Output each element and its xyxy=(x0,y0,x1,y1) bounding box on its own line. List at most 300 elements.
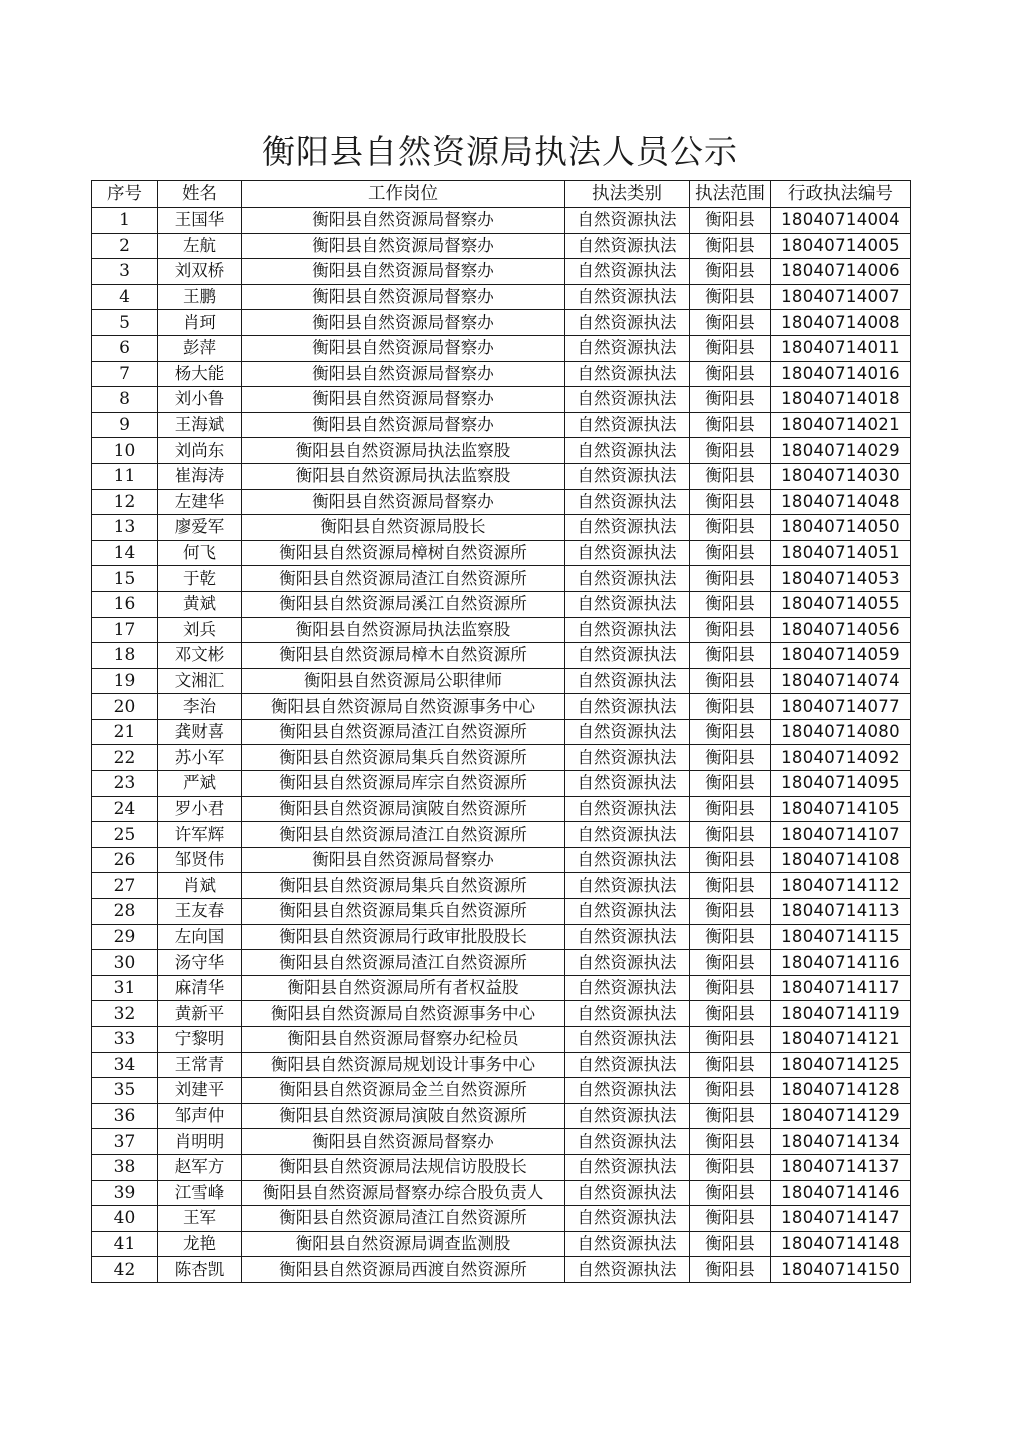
cell-scope: 衡阳县 xyxy=(690,387,771,413)
cell-scope: 衡阳县 xyxy=(690,463,771,489)
cell-name: 刘双桥 xyxy=(158,259,242,285)
cell-enforcement-id: 18040714112 xyxy=(771,873,911,899)
cell-scope: 衡阳县 xyxy=(690,771,771,797)
cell-name: 王军 xyxy=(158,1206,242,1232)
cell-scope: 衡阳县 xyxy=(690,566,771,592)
table-row xyxy=(92,822,911,848)
cell-name: 刘小鲁 xyxy=(158,387,242,413)
cell-seq: 8 xyxy=(92,387,158,413)
cell-enforcement-id: 18040714029 xyxy=(771,438,911,464)
table-row xyxy=(92,975,911,1001)
cell-enforcement-id: 18040714117 xyxy=(771,975,911,1001)
table-row xyxy=(92,950,911,976)
cell-seq: 22 xyxy=(92,745,158,771)
cell-scope: 衡阳县 xyxy=(690,873,771,899)
cell-scope: 衡阳县 xyxy=(690,822,771,848)
cell-post: 衡阳县自然资源局督察办 xyxy=(242,208,565,234)
cell-seq: 28 xyxy=(92,899,158,925)
column-header-seq: 序号 xyxy=(92,181,158,208)
cell-scope: 衡阳县 xyxy=(690,1078,771,1104)
cell-post: 衡阳县自然资源局督察办 xyxy=(242,310,565,336)
cell-scope: 衡阳县 xyxy=(690,1231,771,1257)
cell-seq: 26 xyxy=(92,847,158,873)
cell-post: 衡阳县自然资源局金兰自然资源所 xyxy=(242,1078,565,1104)
cell-post: 衡阳县自然资源局西渡自然资源所 xyxy=(242,1257,565,1283)
cell-seq: 27 xyxy=(92,873,158,899)
cell-name: 龚财喜 xyxy=(158,719,242,745)
cell-scope: 衡阳县 xyxy=(690,591,771,617)
cell-enforcement-id: 18040714050 xyxy=(771,515,911,541)
cell-category: 自然资源执法 xyxy=(565,463,690,489)
cell-seq: 32 xyxy=(92,1001,158,1027)
cell-name: 陈杏凯 xyxy=(158,1257,242,1283)
cell-post: 衡阳县自然资源局法规信访股股长 xyxy=(242,1154,565,1180)
table-row xyxy=(92,438,911,464)
table-row xyxy=(92,259,911,285)
cell-seq: 40 xyxy=(92,1206,158,1232)
table-row xyxy=(92,745,911,771)
cell-enforcement-id: 18040714108 xyxy=(771,847,911,873)
cell-enforcement-id: 18040714055 xyxy=(771,591,911,617)
cell-name: 肖斌 xyxy=(158,873,242,899)
cell-enforcement-id: 18040714005 xyxy=(771,233,911,259)
cell-seq: 34 xyxy=(92,1052,158,1078)
cell-name: 文湘汇 xyxy=(158,668,242,694)
cell-category: 自然资源执法 xyxy=(565,975,690,1001)
cell-post: 衡阳县自然资源局库宗自然资源所 xyxy=(242,771,565,797)
cell-category: 自然资源执法 xyxy=(565,643,690,669)
cell-scope: 衡阳县 xyxy=(690,1103,771,1129)
cell-category: 自然资源执法 xyxy=(565,310,690,336)
cell-category: 自然资源执法 xyxy=(565,1154,690,1180)
cell-name: 宁黎明 xyxy=(158,1027,242,1053)
cell-name: 王海斌 xyxy=(158,412,242,438)
table-row xyxy=(92,387,911,413)
cell-enforcement-id: 18040714053 xyxy=(771,566,911,592)
cell-scope: 衡阳县 xyxy=(690,694,771,720)
table-header-row xyxy=(92,181,911,208)
cell-enforcement-id: 18040714115 xyxy=(771,924,911,950)
cell-name: 麻清华 xyxy=(158,975,242,1001)
cell-seq: 16 xyxy=(92,591,158,617)
cell-post: 衡阳县自然资源局行政审批股股长 xyxy=(242,924,565,950)
cell-name: 王友春 xyxy=(158,899,242,925)
cell-category: 自然资源执法 xyxy=(565,822,690,848)
cell-enforcement-id: 18040714018 xyxy=(771,387,911,413)
cell-category: 自然资源执法 xyxy=(565,1027,690,1053)
cell-enforcement-id: 18040714092 xyxy=(771,745,911,771)
cell-enforcement-id: 18040714125 xyxy=(771,1052,911,1078)
cell-name: 江雪峰 xyxy=(158,1180,242,1206)
cell-name: 彭萍 xyxy=(158,335,242,361)
cell-post: 衡阳县自然资源局督察办 xyxy=(242,284,565,310)
cell-category: 自然资源执法 xyxy=(565,208,690,234)
cell-post: 衡阳县自然资源局自然资源事务中心 xyxy=(242,1001,565,1027)
cell-category: 自然资源执法 xyxy=(565,950,690,976)
cell-category: 自然资源执法 xyxy=(565,489,690,515)
cell-scope: 衡阳县 xyxy=(690,1129,771,1155)
cell-name: 许军辉 xyxy=(158,822,242,848)
cell-seq: 14 xyxy=(92,540,158,566)
cell-post: 衡阳县自然资源局所有者权益股 xyxy=(242,975,565,1001)
cell-name: 王常青 xyxy=(158,1052,242,1078)
cell-category: 自然资源执法 xyxy=(565,1078,690,1104)
cell-category: 自然资源执法 xyxy=(565,540,690,566)
cell-category: 自然资源执法 xyxy=(565,1206,690,1232)
cell-scope: 衡阳县 xyxy=(690,719,771,745)
cell-scope: 衡阳县 xyxy=(690,489,771,515)
cell-seq: 19 xyxy=(92,668,158,694)
cell-name: 黄新平 xyxy=(158,1001,242,1027)
cell-scope: 衡阳县 xyxy=(690,438,771,464)
cell-scope: 衡阳县 xyxy=(690,284,771,310)
cell-scope: 衡阳县 xyxy=(690,643,771,669)
table-row xyxy=(92,1206,911,1232)
table-row xyxy=(92,335,911,361)
cell-seq: 39 xyxy=(92,1180,158,1206)
cell-post: 衡阳县自然资源局演陂自然资源所 xyxy=(242,796,565,822)
cell-enforcement-id: 18040714129 xyxy=(771,1103,911,1129)
table-row xyxy=(92,1078,911,1104)
cell-enforcement-id: 18040714095 xyxy=(771,771,911,797)
table-row xyxy=(92,771,911,797)
cell-post: 衡阳县自然资源局股长 xyxy=(242,515,565,541)
cell-post: 衡阳县自然资源局自然资源事务中心 xyxy=(242,694,565,720)
cell-category: 自然资源执法 xyxy=(565,1231,690,1257)
cell-enforcement-id: 18040714048 xyxy=(771,489,911,515)
cell-post: 衡阳县自然资源局集兵自然资源所 xyxy=(242,873,565,899)
cell-seq: 23 xyxy=(92,771,158,797)
cell-scope: 衡阳县 xyxy=(690,899,771,925)
table-row xyxy=(92,489,911,515)
cell-seq: 42 xyxy=(92,1257,158,1283)
table-row xyxy=(92,847,911,873)
column-header-post: 工作岗位 xyxy=(242,181,565,208)
cell-category: 自然资源执法 xyxy=(565,1180,690,1206)
cell-post: 衡阳县自然资源局规划设计事务中心 xyxy=(242,1052,565,1078)
table-row xyxy=(92,1001,911,1027)
cell-category: 自然资源执法 xyxy=(565,694,690,720)
cell-enforcement-id: 18040714146 xyxy=(771,1180,911,1206)
table-row xyxy=(92,899,911,925)
table-row xyxy=(92,463,911,489)
cell-scope: 衡阳县 xyxy=(690,847,771,873)
cell-enforcement-id: 18040714008 xyxy=(771,310,911,336)
cell-enforcement-id: 18040714105 xyxy=(771,796,911,822)
table-row xyxy=(92,873,911,899)
column-header-scope: 执法范围 xyxy=(690,181,771,208)
column-header-category: 执法类别 xyxy=(565,181,690,208)
cell-name: 汤守华 xyxy=(158,950,242,976)
cell-scope: 衡阳县 xyxy=(690,1027,771,1053)
table-row xyxy=(92,1129,911,1155)
cell-name: 左建华 xyxy=(158,489,242,515)
cell-enforcement-id: 18040714147 xyxy=(771,1206,911,1232)
cell-scope: 衡阳县 xyxy=(690,1052,771,1078)
cell-post: 衡阳县自然资源局督察办 xyxy=(242,489,565,515)
cell-seq: 2 xyxy=(92,233,158,259)
cell-category: 自然资源执法 xyxy=(565,412,690,438)
table-row xyxy=(92,694,911,720)
cell-post: 衡阳县自然资源局樟树自然资源所 xyxy=(242,540,565,566)
cell-post: 衡阳县自然资源局渣江自然资源所 xyxy=(242,1206,565,1232)
cell-scope: 衡阳县 xyxy=(690,515,771,541)
cell-post: 衡阳县自然资源局执法监察股 xyxy=(242,463,565,489)
cell-category: 自然资源执法 xyxy=(565,924,690,950)
cell-scope: 衡阳县 xyxy=(690,412,771,438)
cell-name: 崔海涛 xyxy=(158,463,242,489)
table-row xyxy=(92,924,911,950)
cell-scope: 衡阳县 xyxy=(690,950,771,976)
cell-category: 自然资源执法 xyxy=(565,438,690,464)
cell-scope: 衡阳县 xyxy=(690,796,771,822)
cell-enforcement-id: 18040714056 xyxy=(771,617,911,643)
cell-name: 龙艳 xyxy=(158,1231,242,1257)
cell-seq: 30 xyxy=(92,950,158,976)
table-row xyxy=(92,1257,911,1283)
cell-seq: 17 xyxy=(92,617,158,643)
cell-name: 刘建平 xyxy=(158,1078,242,1104)
table-row xyxy=(92,284,911,310)
cell-scope: 衡阳县 xyxy=(690,1154,771,1180)
cell-seq: 12 xyxy=(92,489,158,515)
table-row xyxy=(92,617,911,643)
cell-seq: 21 xyxy=(92,719,158,745)
cell-name: 刘尚东 xyxy=(158,438,242,464)
cell-post: 衡阳县自然资源局溪江自然资源所 xyxy=(242,591,565,617)
cell-seq: 13 xyxy=(92,515,158,541)
cell-post: 衡阳县自然资源局渣江自然资源所 xyxy=(242,719,565,745)
cell-name: 肖明明 xyxy=(158,1129,242,1155)
cell-enforcement-id: 18040714051 xyxy=(771,540,911,566)
cell-post: 衡阳县自然资源局督察办 xyxy=(242,335,565,361)
cell-enforcement-id: 18040714006 xyxy=(771,259,911,285)
cell-scope: 衡阳县 xyxy=(690,1180,771,1206)
cell-category: 自然资源执法 xyxy=(565,259,690,285)
table-row xyxy=(92,1027,911,1053)
table-row xyxy=(92,412,911,438)
cell-category: 自然资源执法 xyxy=(565,1001,690,1027)
cell-post: 衡阳县自然资源局集兵自然资源所 xyxy=(242,899,565,925)
cell-category: 自然资源执法 xyxy=(565,1257,690,1283)
cell-name: 王鹏 xyxy=(158,284,242,310)
cell-category: 自然资源执法 xyxy=(565,873,690,899)
cell-name: 于乾 xyxy=(158,566,242,592)
cell-enforcement-id: 18040714116 xyxy=(771,950,911,976)
cell-category: 自然资源执法 xyxy=(565,1129,690,1155)
cell-category: 自然资源执法 xyxy=(565,387,690,413)
cell-category: 自然资源执法 xyxy=(565,899,690,925)
cell-seq: 37 xyxy=(92,1129,158,1155)
cell-name: 李治 xyxy=(158,694,242,720)
cell-seq: 9 xyxy=(92,412,158,438)
cell-scope: 衡阳县 xyxy=(690,975,771,1001)
table-row xyxy=(92,719,911,745)
cell-seq: 25 xyxy=(92,822,158,848)
cell-post: 衡阳县自然资源局督察办综合股负责人 xyxy=(242,1180,565,1206)
cell-post: 衡阳县自然资源局督察办 xyxy=(242,1129,565,1155)
cell-enforcement-id: 18040714016 xyxy=(771,361,911,387)
column-header-id: 行政执法编号 xyxy=(771,181,911,208)
column-header-name: 姓名 xyxy=(158,181,242,208)
cell-enforcement-id: 18040714021 xyxy=(771,412,911,438)
cell-seq: 5 xyxy=(92,310,158,336)
cell-enforcement-id: 18040714011 xyxy=(771,335,911,361)
cell-enforcement-id: 18040714150 xyxy=(771,1257,911,1283)
cell-name: 赵军方 xyxy=(158,1154,242,1180)
cell-category: 自然资源执法 xyxy=(565,515,690,541)
table-row xyxy=(92,208,911,234)
cell-name: 肖珂 xyxy=(158,310,242,336)
cell-post: 衡阳县自然资源局执法监察股 xyxy=(242,617,565,643)
cell-post: 衡阳县自然资源局樟木自然资源所 xyxy=(242,643,565,669)
cell-post: 衡阳县自然资源局督察办 xyxy=(242,387,565,413)
cell-scope: 衡阳县 xyxy=(690,233,771,259)
cell-seq: 29 xyxy=(92,924,158,950)
cell-scope: 衡阳县 xyxy=(690,1001,771,1027)
cell-scope: 衡阳县 xyxy=(690,335,771,361)
cell-category: 自然资源执法 xyxy=(565,617,690,643)
cell-enforcement-id: 18040714074 xyxy=(771,668,911,694)
cell-scope: 衡阳县 xyxy=(690,1206,771,1232)
cell-enforcement-id: 18040714148 xyxy=(771,1231,911,1257)
cell-seq: 1 xyxy=(92,208,158,234)
cell-enforcement-id: 18040714128 xyxy=(771,1078,911,1104)
cell-category: 自然资源执法 xyxy=(565,668,690,694)
cell-post: 衡阳县自然资源局督察办 xyxy=(242,361,565,387)
cell-enforcement-id: 18040714077 xyxy=(771,694,911,720)
cell-name: 杨大能 xyxy=(158,361,242,387)
cell-category: 自然资源执法 xyxy=(565,233,690,259)
cell-seq: 11 xyxy=(92,463,158,489)
cell-category: 自然资源执法 xyxy=(565,284,690,310)
cell-category: 自然资源执法 xyxy=(565,566,690,592)
cell-name: 邹贤伟 xyxy=(158,847,242,873)
table-row xyxy=(92,1103,911,1129)
table-row xyxy=(92,1154,911,1180)
cell-seq: 4 xyxy=(92,284,158,310)
cell-category: 自然资源执法 xyxy=(565,1103,690,1129)
table-row xyxy=(92,310,911,336)
cell-post: 衡阳县自然资源局督察办纪检员 xyxy=(242,1027,565,1053)
cell-scope: 衡阳县 xyxy=(690,617,771,643)
cell-scope: 衡阳县 xyxy=(690,745,771,771)
cell-name: 王国华 xyxy=(158,208,242,234)
cell-enforcement-id: 18040714137 xyxy=(771,1154,911,1180)
table-row xyxy=(92,668,911,694)
cell-seq: 7 xyxy=(92,361,158,387)
table-row xyxy=(92,591,911,617)
cell-seq: 3 xyxy=(92,259,158,285)
cell-post: 衡阳县自然资源局督察办 xyxy=(242,412,565,438)
cell-post: 衡阳县自然资源局督察办 xyxy=(242,233,565,259)
cell-name: 左向国 xyxy=(158,924,242,950)
cell-seq: 38 xyxy=(92,1154,158,1180)
cell-seq: 10 xyxy=(92,438,158,464)
table-row xyxy=(92,540,911,566)
cell-name: 廖爱军 xyxy=(158,515,242,541)
cell-category: 自然资源执法 xyxy=(565,847,690,873)
cell-seq: 20 xyxy=(92,694,158,720)
cell-scope: 衡阳县 xyxy=(690,540,771,566)
cell-name: 邹声仲 xyxy=(158,1103,242,1129)
table-row xyxy=(92,1231,911,1257)
personnel-table xyxy=(91,180,911,1283)
table-row xyxy=(92,643,911,669)
cell-scope: 衡阳县 xyxy=(690,1257,771,1283)
cell-post: 衡阳县自然资源局演陂自然资源所 xyxy=(242,1103,565,1129)
cell-category: 自然资源执法 xyxy=(565,591,690,617)
cell-seq: 36 xyxy=(92,1103,158,1129)
cell-name: 刘兵 xyxy=(158,617,242,643)
table-row xyxy=(92,1052,911,1078)
table-row xyxy=(92,233,911,259)
cell-scope: 衡阳县 xyxy=(690,259,771,285)
cell-seq: 33 xyxy=(92,1027,158,1053)
table-row xyxy=(92,566,911,592)
cell-category: 自然资源执法 xyxy=(565,796,690,822)
cell-enforcement-id: 18040714113 xyxy=(771,899,911,925)
cell-post: 衡阳县自然资源局督察办 xyxy=(242,259,565,285)
cell-enforcement-id: 18040714007 xyxy=(771,284,911,310)
cell-category: 自然资源执法 xyxy=(565,335,690,361)
table-row xyxy=(92,361,911,387)
cell-seq: 31 xyxy=(92,975,158,1001)
cell-post: 衡阳县自然资源局渣江自然资源所 xyxy=(242,566,565,592)
table-body xyxy=(92,208,911,1283)
cell-name: 何飞 xyxy=(158,540,242,566)
cell-scope: 衡阳县 xyxy=(690,361,771,387)
cell-scope: 衡阳县 xyxy=(690,310,771,336)
cell-seq: 15 xyxy=(92,566,158,592)
cell-enforcement-id: 18040714080 xyxy=(771,719,911,745)
page-title: 衡阳县自然资源局执法人员公示 xyxy=(262,132,738,171)
table-row xyxy=(92,796,911,822)
cell-enforcement-id: 18040714119 xyxy=(771,1001,911,1027)
cell-post: 衡阳县自然资源局执法监察股 xyxy=(242,438,565,464)
cell-enforcement-id: 18040714030 xyxy=(771,463,911,489)
cell-enforcement-id: 18040714004 xyxy=(771,208,911,234)
cell-enforcement-id: 18040714107 xyxy=(771,822,911,848)
cell-category: 自然资源执法 xyxy=(565,719,690,745)
cell-post: 衡阳县自然资源局渣江自然资源所 xyxy=(242,950,565,976)
table-row xyxy=(92,515,911,541)
cell-post: 衡阳县自然资源局调查监测股 xyxy=(242,1231,565,1257)
cell-category: 自然资源执法 xyxy=(565,1052,690,1078)
cell-name: 黄斌 xyxy=(158,591,242,617)
cell-name: 邓文彬 xyxy=(158,643,242,669)
cell-name: 严斌 xyxy=(158,771,242,797)
cell-post: 衡阳县自然资源局公职律师 xyxy=(242,668,565,694)
cell-seq: 24 xyxy=(92,796,158,822)
cell-name: 苏小军 xyxy=(158,745,242,771)
cell-scope: 衡阳县 xyxy=(690,668,771,694)
cell-post: 衡阳县自然资源局渣江自然资源所 xyxy=(242,822,565,848)
cell-seq: 41 xyxy=(92,1231,158,1257)
cell-scope: 衡阳县 xyxy=(690,208,771,234)
cell-enforcement-id: 18040714121 xyxy=(771,1027,911,1053)
cell-category: 自然资源执法 xyxy=(565,745,690,771)
cell-name: 罗小君 xyxy=(158,796,242,822)
cell-seq: 18 xyxy=(92,643,158,669)
table-row xyxy=(92,1180,911,1206)
cell-name: 左航 xyxy=(158,233,242,259)
cell-category: 自然资源执法 xyxy=(565,771,690,797)
cell-enforcement-id: 18040714134 xyxy=(771,1129,911,1155)
cell-post: 衡阳县自然资源局集兵自然资源所 xyxy=(242,745,565,771)
cell-post: 衡阳县自然资源局督察办 xyxy=(242,847,565,873)
cell-category: 自然资源执法 xyxy=(565,361,690,387)
